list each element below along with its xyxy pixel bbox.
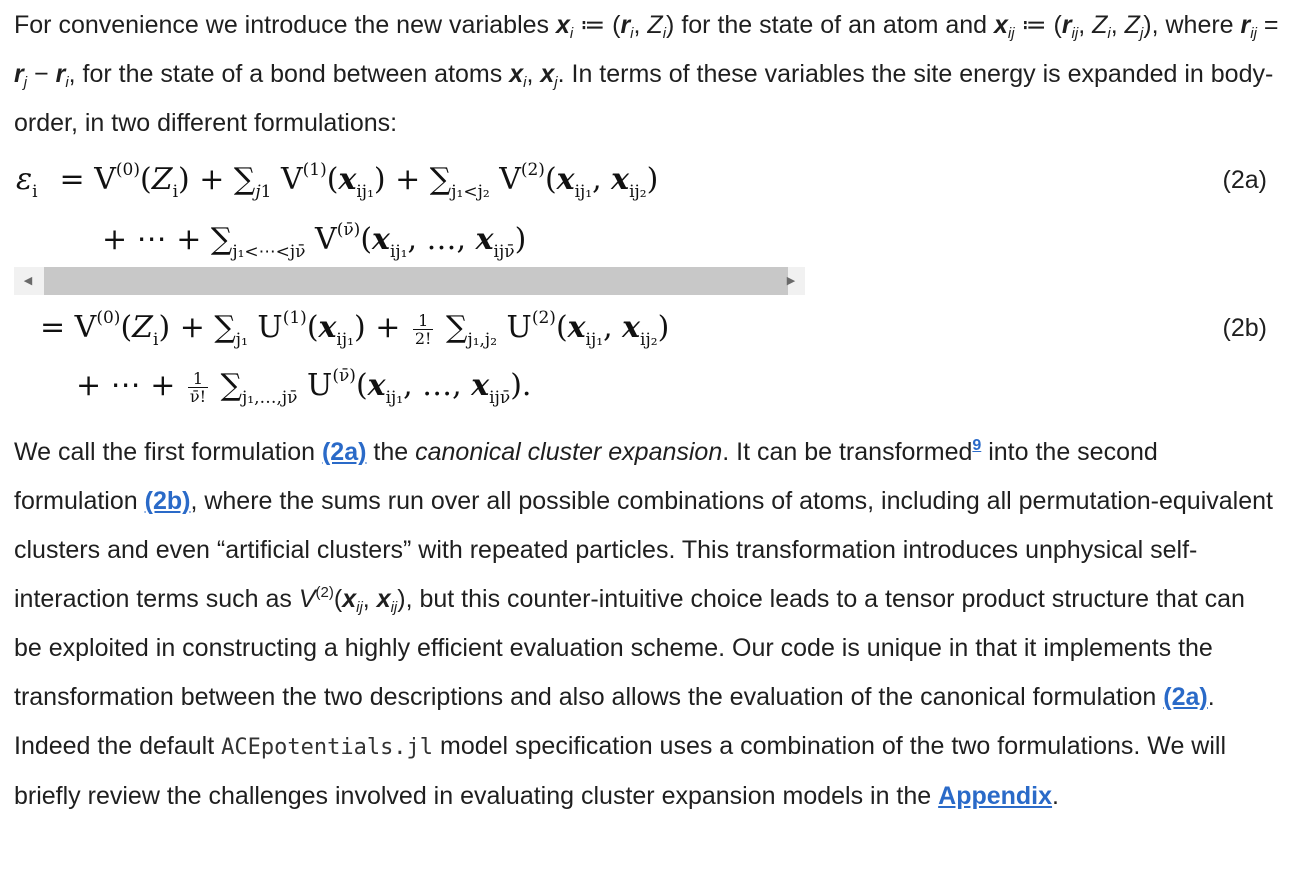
equation-label-2b: (2b) [1222, 314, 1267, 342]
eq-sup: (2) [531, 308, 556, 328]
eq-text: ) + ∑ [373, 162, 452, 197]
explanation-paragraph [14, 428, 1279, 821]
eq-text: ) [646, 162, 659, 197]
eq-sub: i [172, 182, 178, 202]
var-z: Z [647, 11, 663, 39]
eq-text: V [305, 222, 337, 257]
eq-sub: j₁,…,j [242, 388, 288, 408]
eq-sub: i [153, 330, 159, 350]
equation-ref-2a-link[interactable]: (2a) [321, 438, 367, 466]
eq-text: = V [59, 162, 116, 197]
text: ), where [1143, 11, 1241, 39]
eq-text: ) + ∑ [158, 310, 236, 345]
equation-2b-line1 [40, 308, 670, 350]
equation-2b-line2 [76, 366, 532, 408]
subscript: ij [1007, 25, 1015, 42]
text: , [1110, 11, 1125, 39]
eq-text: ) [657, 310, 670, 345]
eq-text: ( [139, 162, 152, 197]
text: − [27, 60, 56, 88]
text: . Indeed the default [14, 683, 1215, 760]
text: , [1078, 11, 1093, 39]
eq-sub: ij₁ [336, 330, 354, 350]
eq-text: ). [510, 368, 532, 403]
footnote-9-link[interactable]: 9 [972, 437, 982, 454]
eq-sub: ν̄ [295, 242, 306, 262]
eq-symbol: x [611, 162, 630, 197]
subscript: j [554, 74, 558, 91]
eq-text: ( [355, 368, 368, 403]
fraction [188, 370, 208, 405]
eq-symbol: x [567, 310, 586, 345]
eq-sub: ij₁ [356, 182, 374, 202]
subscript: i [1107, 25, 1111, 42]
eq-sub: ν̄ [499, 388, 511, 408]
subscript: ij [1071, 25, 1079, 42]
subscript: ij [390, 599, 398, 616]
var-x: x [994, 11, 1008, 39]
eq-text: ( [555, 310, 568, 345]
eq-sup: (ν̄) [336, 220, 361, 240]
text: ( [333, 585, 343, 613]
fraction-numerator: 1 [413, 312, 434, 330]
eq-text: , …, [407, 222, 476, 257]
appendix-link[interactable]: Appendix [938, 782, 1053, 810]
eq-text: ) + ∑ [178, 162, 256, 197]
var-r: r [1240, 11, 1251, 39]
eq-symbol: Z [132, 310, 154, 345]
eq-symbol: x [372, 222, 390, 257]
eq-text: ( [544, 162, 557, 197]
eq-symbol: x [338, 162, 357, 197]
text: . In terms of these variables the site energy is expanded in body-order, in two different formulations: [14, 60, 1274, 137]
var-x: x [509, 60, 524, 88]
eq-text: U [497, 310, 532, 345]
subscript: i [630, 25, 634, 42]
eq-sup: (0) [115, 160, 140, 180]
eq-sub: ij₂ [629, 182, 647, 202]
text: into the second formulation [14, 438, 1158, 515]
eq-sub: ν̄ [504, 242, 515, 262]
eq-text: , …, [403, 368, 472, 403]
eq-symbol: x [471, 368, 490, 403]
intro-paragraph [14, 1, 1279, 148]
text: model specification uses a combination of the two formulations. We will briefly review the challenges involved in evaluating cluster expansion models in the [14, 732, 1227, 810]
emphasis: canonical cluster expansion [415, 438, 723, 466]
var-x: x [540, 60, 555, 88]
eq-text: ( [326, 162, 339, 197]
eq-sub: ij₁ [389, 242, 408, 262]
eq-sub: 1 [260, 182, 272, 202]
eq-sup: (2) [520, 160, 545, 180]
subscript: ij [356, 599, 363, 616]
var-x: x [342, 585, 357, 613]
code-package-name: ACEpotentials.jl [221, 735, 434, 760]
scroll-right-arrow-icon[interactable]: ▶ [786, 275, 796, 287]
text: , [362, 585, 377, 613]
eq-sub: j₁<j₂ [451, 182, 490, 202]
eq-symbol: x [367, 368, 386, 403]
eq-symbol: x [475, 222, 494, 257]
text: ≔ ( [573, 11, 621, 39]
eq-sub: ij₁ [385, 388, 404, 408]
eq-sub: j₁ [235, 330, 248, 350]
text: = [1256, 11, 1279, 39]
subscript: ij [1250, 25, 1257, 42]
text: the [366, 438, 416, 466]
scroll-left-arrow-icon[interactable]: ◀ [23, 275, 33, 287]
var-z: Z [1124, 11, 1140, 39]
var-x: x [376, 585, 391, 613]
superscript: (2) [315, 584, 334, 601]
eq-text: ∑ [436, 310, 468, 345]
eq-text: ( [306, 310, 319, 345]
eq-sub: ij₁ [574, 182, 593, 202]
var-r: r [620, 11, 631, 39]
eq-sup: (1) [282, 308, 307, 328]
eq-text: ) + [353, 310, 410, 345]
eq-text: V [271, 162, 303, 197]
eq-sub: ij₂ [640, 330, 658, 350]
eq-text: U [297, 368, 333, 403]
fraction-denominator: 2! [414, 328, 432, 348]
fraction-denominator: ν̄! [189, 386, 207, 406]
eq-text: ( [360, 222, 373, 257]
eq-sub: j [255, 182, 261, 202]
equation-label-2a: (2a) [1222, 166, 1267, 194]
eq-sup: (ν̄) [332, 366, 356, 386]
subscript: j [23, 74, 28, 91]
text: , [633, 11, 648, 39]
equation-horizontal-scrollbar[interactable] [14, 267, 805, 295]
text: . [1052, 782, 1059, 810]
eq-text: + ⋯ + ∑ [102, 222, 233, 257]
eq-text: ∑ [211, 368, 242, 403]
text: We call the first formulation [14, 438, 322, 466]
fraction [413, 312, 434, 347]
eq-symbol: x [318, 310, 337, 345]
var-v: V [298, 585, 316, 613]
equation-ref-2a-link[interactable]: (2a) [1163, 683, 1208, 711]
text: , for the state of a bond between atoms [68, 60, 510, 88]
eq-text: , [603, 310, 623, 345]
text: ) for the state of an atom and [666, 11, 995, 39]
equation-2a-line2 [102, 220, 527, 262]
eq-text: ( [120, 310, 133, 345]
eq-text: = V [40, 310, 97, 345]
var-r: r [14, 60, 24, 88]
eq-sup: (1) [302, 160, 327, 180]
eq-sub: ν̄ [287, 388, 298, 408]
eq-sub: ij₁ [585, 330, 604, 350]
eq-sub: j₁,j₂ [467, 330, 498, 350]
eq-sub: ij [493, 242, 505, 262]
subscript: i [523, 74, 527, 91]
eq-symbol: Z [151, 162, 173, 197]
subscript: i [662, 25, 667, 42]
text: ≔ ( [1014, 11, 1062, 39]
var-x: x [555, 11, 570, 39]
eq-sub: ij [489, 388, 500, 408]
equation-2a-line1 [16, 160, 659, 202]
eq-text: + ⋯ + [76, 368, 185, 403]
text: , where the sums run over all possible combinations of atoms, including all permutation-equivalent clusters and even “artificial clusters” with repeated particles. This transformation introduces unphysical self-interaction terms such as [14, 487, 1273, 613]
eq-text: , [592, 162, 612, 197]
subscript: i [65, 74, 69, 91]
fraction-numerator: 1 [188, 370, 208, 388]
eq-symbol: x [622, 310, 641, 345]
eq-sub: i [32, 182, 38, 202]
eq-sub: j₁<⋯<j [232, 242, 296, 262]
text: For convenience we introduce the new variables [14, 11, 556, 39]
eq-symbol: x [556, 162, 575, 197]
var-z: Z [1092, 11, 1108, 39]
var-r: r [55, 60, 66, 88]
eq-text: U [247, 310, 283, 345]
subscript: j [1139, 25, 1144, 42]
text: . It can be transformed [722, 438, 973, 466]
subscript: i [569, 25, 574, 42]
eq-sup: (0) [96, 308, 121, 328]
text: ), but this counter-intuitive choice leads to a tensor product structure that can be exploited in constructing a highly efficient evaluation scheme. Our code is unique in that it implements the transformation between the two descriptions and also allows the evaluation of the canonical formulation [14, 585, 1245, 711]
scrollbar-thumb[interactable] [44, 267, 788, 295]
text: , [526, 60, 541, 88]
eq-symbol: ε [16, 162, 33, 197]
equation-ref-2b-link[interactable]: (2b) [144, 487, 191, 515]
eq-text: ) [514, 222, 527, 257]
var-r: r [1061, 11, 1072, 39]
eq-text: V [489, 162, 521, 197]
